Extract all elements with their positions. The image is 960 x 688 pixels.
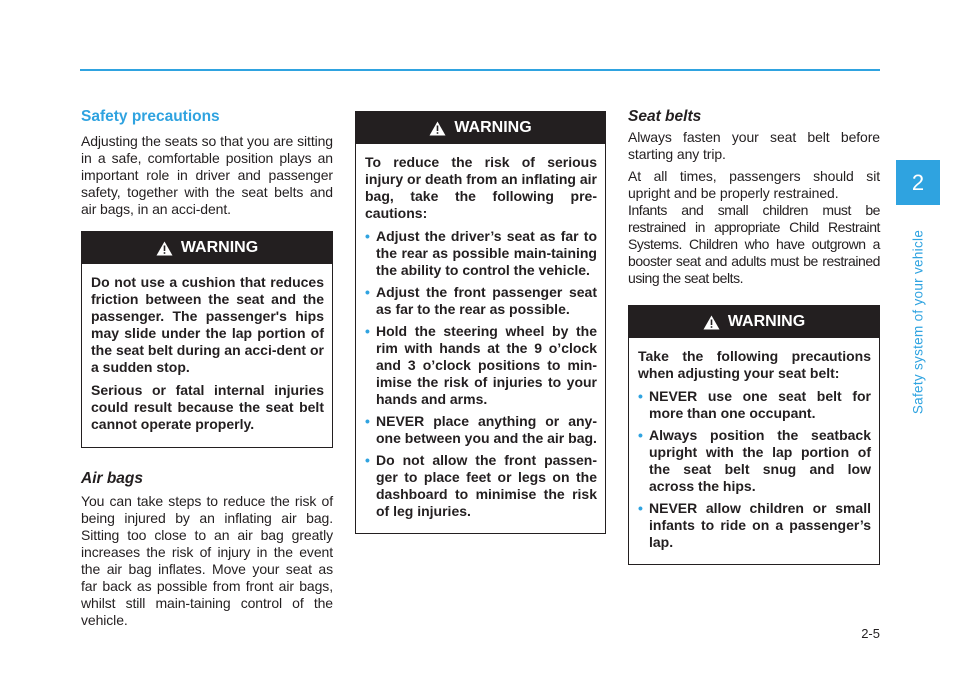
list-item-text: NEVER place anything or any-one between you and the air bag. [376, 413, 597, 446]
top-rule [80, 69, 880, 71]
list-item-text: NEVER allow children or small infants to ride on a passenger’s lap. [649, 500, 871, 550]
bullet-icon: • [365, 228, 370, 244]
seat-belts-paragraph: Always fasten your seat belt before starting any trip. [628, 129, 880, 162]
chapter-title: Safety system of your vehicle [910, 229, 926, 415]
intro-paragraph: Adjusting the seats so that you are sitting in a safe, comfortable position plays an important role in driver and passenger safety, together with the seat belts and air bags, in an acci-dent. [81, 133, 333, 217]
left-column [81, 108, 333, 634]
bullet-icon: • [365, 413, 370, 429]
right-column [628, 108, 880, 565]
list-item [365, 413, 597, 447]
list-item [365, 323, 597, 408]
warning-intro: To reduce the risk of serious injury or death from an inflating air bag, take the following pre-cautions: [365, 154, 597, 221]
warning-list [365, 228, 597, 520]
bullet-icon: • [365, 323, 370, 339]
warning-triangle-icon [429, 121, 446, 136]
seat-belts-paragraph: Infants and small children must be restrained in appropriate Child Restraint Systems. Children who have outgrown a booster seat and adults must be restrained using the seat belts. [628, 202, 880, 286]
bullet-icon: • [638, 427, 643, 443]
warning-paragraph: Serious or fatal internal injuries could result because the seat belt cannot operate properly. [91, 382, 324, 432]
list-item [638, 500, 871, 551]
warning-body [82, 264, 332, 447]
list-item [365, 228, 597, 279]
warning-triangle-icon [156, 241, 173, 256]
section-title: Safety precautions [81, 108, 220, 125]
warning-header [82, 232, 332, 264]
list-item-text: Adjust the front passenger seat as far to the rear as possible. [376, 284, 597, 317]
list-item-text: NEVER use one seat belt for more than one occupant. [649, 388, 871, 421]
bullet-icon: • [638, 500, 643, 516]
bullet-icon: • [365, 452, 370, 468]
list-item [638, 388, 871, 422]
page-number: 2-5 [861, 626, 880, 641]
warning-heading: WARNING [454, 119, 532, 136]
warning-body [356, 144, 605, 533]
list-item-text: Always position the seatback upright with the lap portion of the seat belt snug and low across the hips. [649, 427, 871, 494]
list-item [365, 452, 597, 520]
middle-column [355, 111, 606, 534]
warning-box-seat-belt [628, 305, 880, 565]
warning-triangle-icon [703, 315, 720, 330]
warning-header [629, 306, 879, 338]
warning-box-air-bag [355, 111, 606, 534]
bullet-icon: • [365, 284, 370, 300]
bullet-icon: • [638, 388, 643, 404]
air-bags-paragraph: You can take steps to reduce the risk of being injured by an inflating air bag. Sitting too close to an air bag greatly increases the risk of injury in the event the air bag inflates. Move your seat as far back as possible from front air bags, whilst still main-taining control of the vehicle. [81, 493, 333, 628]
warning-heading: WARNING [180, 239, 259, 256]
warning-list [638, 388, 871, 551]
chapter-number: 2 [911, 169, 925, 195]
warning-intro: Take the following precautions when adjusting your seat belt: [638, 348, 871, 381]
warning-paragraph: Do not use a cushion that reduces friction between the seat and the passenger. The passenger's hips may slide under the lap portion of the seat belt during an acci-dent or a sudden stop. [91, 274, 324, 375]
list-item [638, 427, 871, 495]
chapter-tab [896, 160, 940, 205]
warning-heading: WARNING [727, 313, 806, 330]
warning-box-cushion [81, 231, 333, 448]
seat-belts-paragraph: At all times, passengers should sit upright and be properly restrained. [628, 168, 880, 201]
air-bags-title: Air bags [81, 470, 144, 487]
warning-header [356, 112, 605, 144]
warning-body [629, 338, 879, 564]
list-item-text: Do not allow the front passen-ger to place feet or legs on the dashboard to minimise the risk of leg injuries. [376, 452, 597, 519]
list-item-text: Adjust the driver’s seat as far to the rear as possible main-taining the ability to control the vehicle. [376, 228, 597, 278]
list-item-text: Hold the steering wheel by the rim with hands at the 9 o’clock and 3 o’clock positions to min-imise the risk of injuries to your hands and arms. [376, 323, 597, 407]
list-item [365, 284, 597, 318]
seat-belts-title: Seat belts [628, 108, 702, 125]
